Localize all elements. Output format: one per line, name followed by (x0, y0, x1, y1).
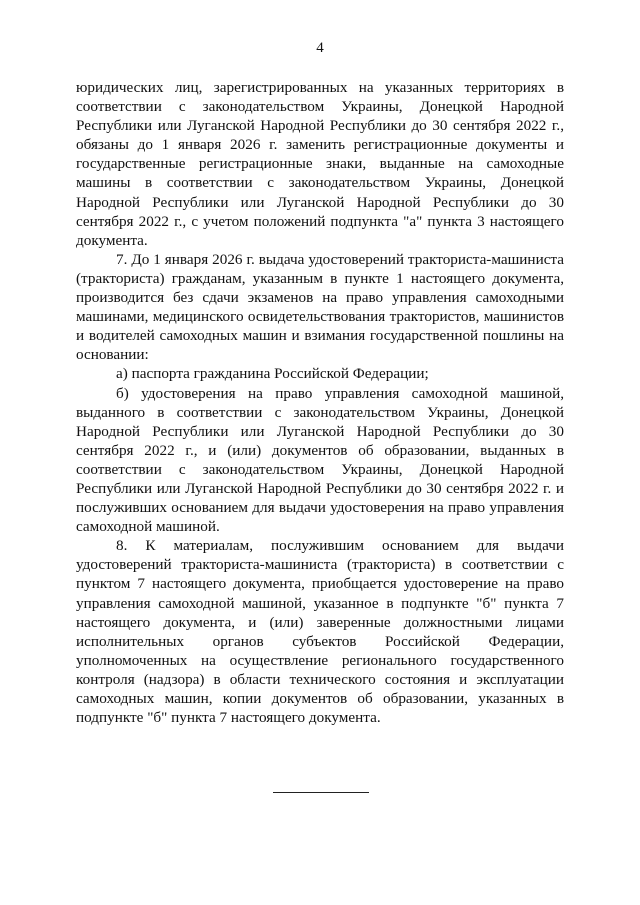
paragraph-continuation: юридических лиц, зарегистрированных на указанных территориях в соответствии с законодательством Украины, Донецкой Народной Республики или Луганской Народной Республики до 30 сентября 2022 г., обязаны до 1 января 2026 г. заменить регистрационные документы и государственные регистрационные знаки, выданные на самоходные машины в соответствии с законодательством Украины, Донецкой Народной Республики или Луганской Народной Республики до 30 сентября 2022 г., с учетом положений подпункта "а" пункта 3 настоящего документа. (76, 79, 564, 249)
page-number: 4 (316, 40, 324, 56)
document-body (76, 78, 564, 727)
paragraph-clause-8: 8. К материалам, послужившим основанием для выдачи удостоверений тракториста-машиниста (тракториста) в соответствии с пунктом 7 настоящего документа, приобщается удостоверение на право управления самоходной машиной, указанное в подпункте "б" пункта 7 настоящего документа, и (или) заверенные должностными лицами исполнительных органов субъектов Российской Федерации, уполномоченных на осуществление регионального государственного контроля (надзора) в области технического состояния и эксплуатации самоходных машин, копии документов об образовании, указанных в подпункте "б" пункта 7 настоящего документа. (76, 537, 564, 727)
paragraph-clause-7: 7. До 1 января 2026 г. выдача удостоверений тракториста-машиниста (тракториста) гражданам, указанным в пункте 1 настоящего документа, производится без сдачи экзаменов на право управления самоходными машинами, медицинского освидетельствования трактористов, машинистов и водителей самоходных машин и взимания государственной пошлины на основании: (76, 250, 564, 364)
paragraph-subclause-a: а) паспорта гражданина Российской Федерации; (116, 365, 429, 383)
paragraph-subclause-b: б) удостоверения на право управления самоходной машиной, выданного в соответствии с законодательством Украины, Донецкой Народной Республики или Луганской Народной Республики до 30 сентября 2022 г., и (или) документов об образовании, выданных в соответствии с законодательством Украины, Донецкой Народной Республики или Луганской Народной Республики до 30 сентября 2022 г. и послуживших основанием для выдачи удостоверения на право управления самоходной машиной. (76, 384, 564, 536)
end-separator-line (273, 792, 369, 793)
